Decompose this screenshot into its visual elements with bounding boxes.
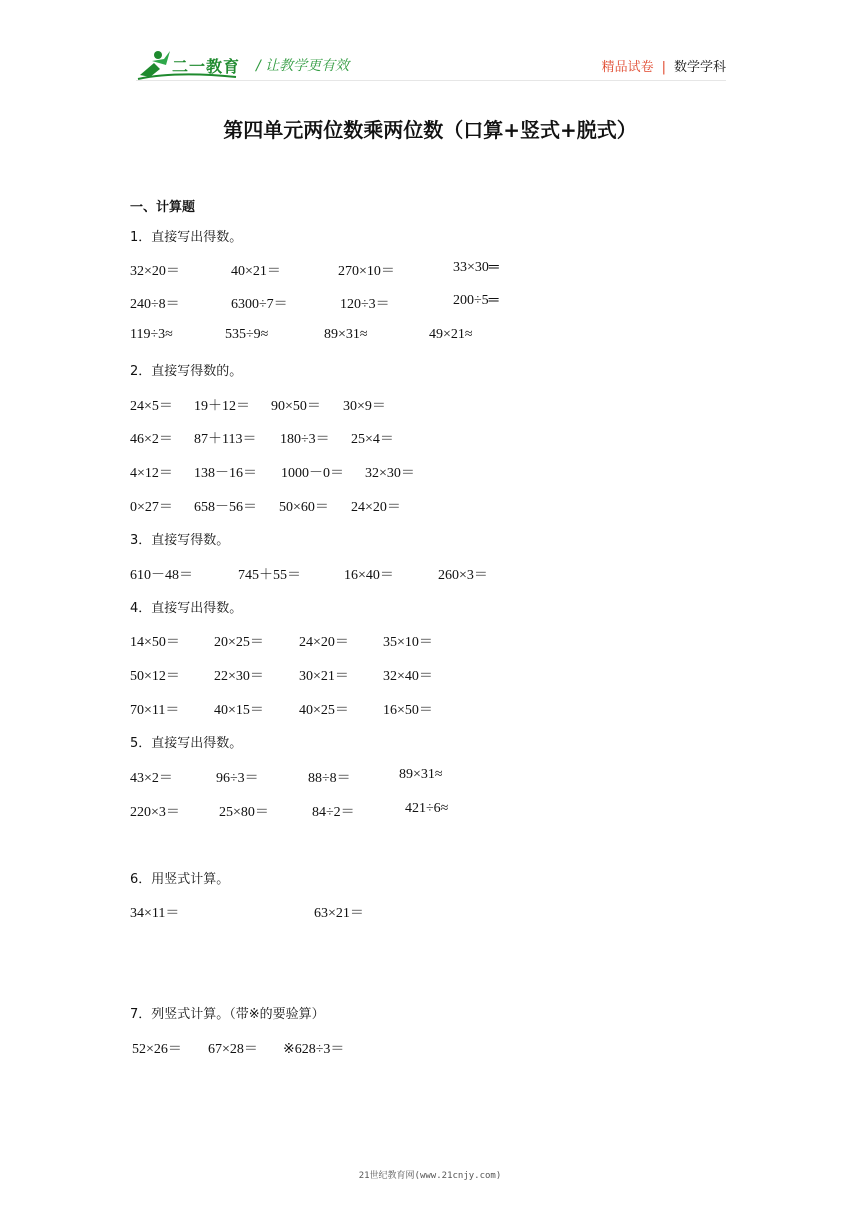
problem: 30×21＝	[299, 669, 349, 684]
problem: 40×15＝	[214, 703, 264, 718]
problem: 0×27＝	[130, 500, 173, 515]
problem: 16×40＝	[344, 568, 394, 583]
problem: 90×50＝	[271, 399, 321, 414]
problem: 30×9＝	[343, 399, 386, 414]
problem: 25×80＝	[219, 805, 269, 820]
problem: 40×25＝	[299, 703, 349, 718]
header-label-premium: 精品试卷	[601, 60, 654, 75]
problem: 34×11＝	[130, 906, 180, 921]
problem: 14×50＝	[130, 635, 180, 650]
problem: 220×3＝	[130, 805, 180, 820]
problem: 89×31≈	[324, 327, 368, 342]
slogan: / 让教学更有效	[256, 58, 350, 74]
page-footer: 21世纪教育网(www.21cnjy.com)	[358, 1171, 502, 1181]
question-label: 2．直接写得数的。	[130, 364, 243, 379]
problem: 50×12＝	[130, 669, 180, 684]
problem: 745＋55＝	[238, 568, 301, 583]
problem: 67×28＝	[208, 1042, 258, 1057]
problem: 84÷2＝	[312, 805, 355, 820]
problem: 119÷3≈	[130, 327, 173, 342]
problem: 63×21＝	[314, 906, 364, 921]
question-label: 3．直接写得数。	[130, 533, 230, 548]
problem: 610－48＝	[130, 568, 193, 583]
problem: 32×40＝	[383, 669, 433, 684]
problem: 88÷8＝	[308, 771, 351, 786]
problem: 1000－0＝	[281, 466, 344, 481]
problem: 46×2＝	[130, 432, 173, 447]
problem: 16×50＝	[383, 703, 433, 718]
header-divider	[136, 80, 726, 81]
problem: 4×12＝	[130, 466, 173, 481]
problem: 658－56＝	[194, 500, 257, 515]
problem: 32×20＝	[130, 264, 180, 279]
question-label: 4．直接写出得数。	[130, 601, 243, 616]
problem: ※628÷3＝	[283, 1042, 345, 1057]
question-label: 1．直接写出得数。	[130, 230, 243, 245]
problem: 22×30＝	[214, 669, 264, 684]
problem: 180÷3＝	[280, 432, 330, 447]
page-header	[0, 0, 860, 90]
problem: 50×60＝	[279, 500, 329, 515]
problem: 421÷6≈	[405, 801, 449, 816]
problem: 43×2＝	[130, 771, 173, 786]
section-heading: 一、计算题	[130, 200, 196, 215]
problem: 19＋12＝	[194, 399, 250, 414]
header-separator: |	[661, 60, 666, 75]
problem: 87＋113＝	[194, 432, 257, 447]
question-label: 5．直接写出得数。	[130, 736, 243, 751]
problem: 240÷8＝	[130, 297, 180, 312]
page-title: 第四单元两位数乘两位数（口算+竖式+脱式）	[223, 118, 637, 142]
problem: 6300÷7＝	[231, 297, 288, 312]
problem: 89×31≈	[399, 767, 443, 782]
problem: 52×26＝	[132, 1042, 182, 1057]
problem: 70×11＝	[130, 703, 180, 718]
problem: 24×20＝	[299, 635, 349, 650]
problem: 49×21≈	[429, 327, 473, 342]
question-label: 6．用竖式计算。	[130, 872, 230, 887]
problem: 33×30═	[453, 260, 499, 275]
problem: 35×10＝	[383, 635, 433, 650]
problem: 32×30＝	[365, 466, 415, 481]
problem: 200÷5═	[453, 293, 499, 308]
problem: 260×3＝	[438, 568, 488, 583]
problem: 96÷3＝	[216, 771, 259, 786]
question-label: 7．列竖式计算。（带※的要验算）	[130, 1007, 325, 1022]
problem: 120÷3＝	[340, 297, 390, 312]
problem: 535÷9≈	[225, 327, 269, 342]
problem: 138－16＝	[194, 466, 257, 481]
logo-text: 二一教育	[172, 57, 241, 76]
problem: 20×25＝	[214, 635, 264, 650]
problem: 25×4＝	[351, 432, 394, 447]
problem: 40×21＝	[231, 264, 281, 279]
header-right	[602, 56, 726, 75]
problem: 24×5＝	[130, 399, 173, 414]
header-label-subject: 数学学科	[673, 60, 726, 75]
problem: 270×10＝	[338, 264, 395, 279]
problem: 24×20＝	[351, 500, 401, 515]
